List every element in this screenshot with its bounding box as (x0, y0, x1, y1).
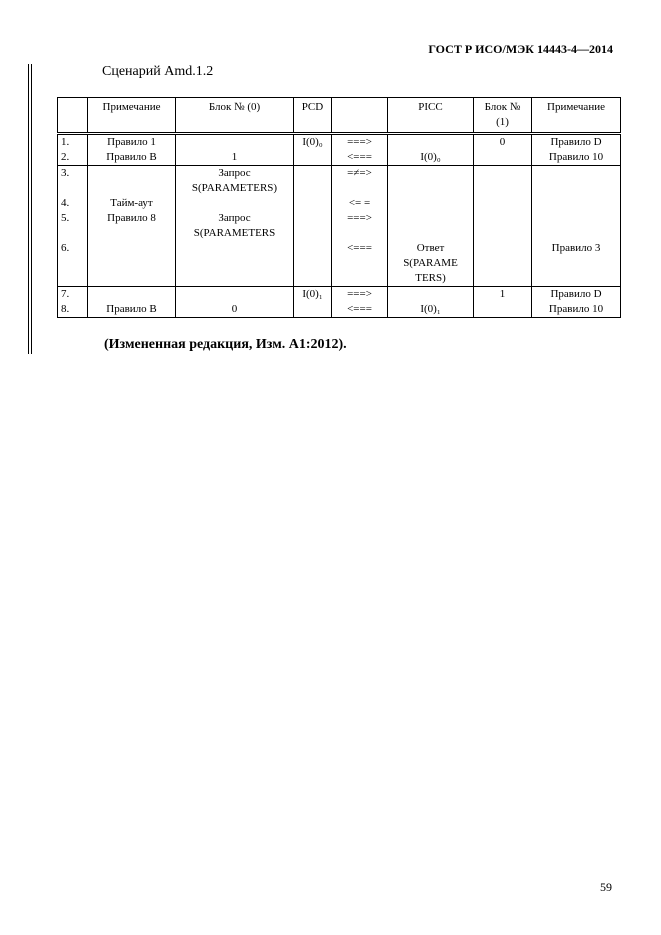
table-row: 4. Тайм-аут <= = (58, 196, 621, 211)
table-row: 8. Правило B 0 <=== I(0)₁ Правило 10 (58, 302, 621, 318)
header-pcd: PCD (294, 98, 332, 134)
header-num (58, 98, 88, 134)
page-number: 59 (600, 880, 612, 894)
table-header-row (58, 98, 621, 134)
amendment-note: (Измененная редакция, Изм. А1:2012). (104, 337, 347, 352)
header-block0: Блок № (0) (176, 98, 294, 134)
table-row: 5. Правило 8 Запрос S(PARAMETERS ===> (58, 211, 621, 241)
revision-margin-bar (28, 64, 29, 354)
header-note-left: Примечание (88, 98, 176, 134)
table-row: 2. Правило B 1 <=== I(0)₀ Правило 10 (58, 150, 621, 166)
header-block1: Блок № (1) (474, 98, 532, 134)
scenario-title: Сценарий Amd.1.2 (102, 64, 214, 79)
table-row: 1. Правило 1 I(0)₀ ===> 0 Правило D (58, 134, 621, 151)
revision-margin-bar (31, 64, 32, 354)
table-row: 7. I(0)₁ ===> 1 Правило D (58, 287, 621, 303)
header-note-right: Примечание (532, 98, 621, 134)
header-arrow (332, 98, 388, 134)
document-header-code: ГОСТ Р ИСО/МЭК 14443-4—2014 (428, 42, 613, 56)
table-row: 3. Запрос S(PARAMETERS) =≠=> (58, 166, 621, 197)
protocol-sequence-table (57, 97, 621, 318)
table-row: 6. <=== Ответ S(PARAME TERS) Правило 3 (58, 241, 621, 287)
header-picc: PICC (388, 98, 474, 134)
